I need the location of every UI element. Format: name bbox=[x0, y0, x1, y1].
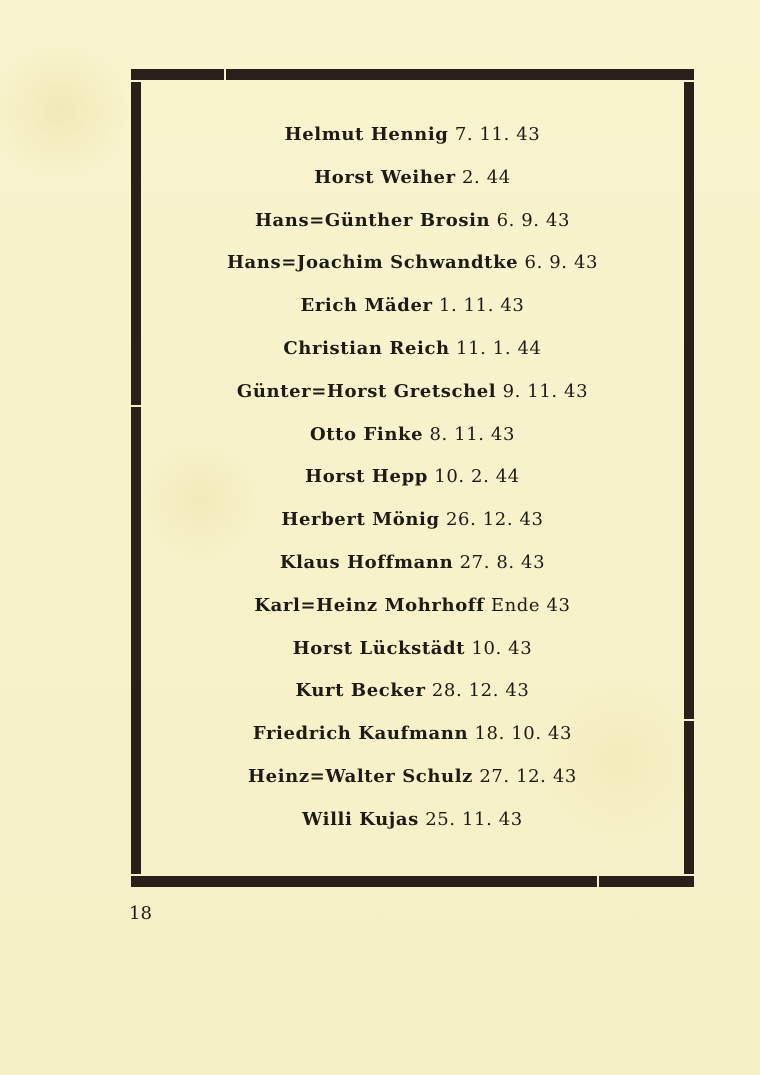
entry-date: 26. 12. 43 bbox=[446, 509, 544, 531]
entry-name: Hans=Joachim Schwandtke bbox=[226, 252, 519, 274]
entry-name: Christian Reich bbox=[283, 337, 450, 359]
name-entry bbox=[131, 585, 694, 628]
name-list bbox=[131, 114, 694, 842]
entry-date: 11. 1. 44 bbox=[456, 337, 542, 359]
entry-name: Klaus Hoffmann bbox=[279, 551, 454, 573]
entry-name: Willi Kujas bbox=[302, 808, 419, 830]
entry-date: 1. 11. 43 bbox=[438, 295, 525, 317]
entry-date: 9. 11. 43 bbox=[502, 380, 589, 402]
name-entry bbox=[131, 371, 694, 414]
entry-name: Horst Lückstädt bbox=[292, 637, 466, 659]
name-entry bbox=[131, 542, 694, 585]
entry-name: Günter=Horst Gretschel bbox=[236, 380, 497, 402]
entry-date: 6. 9. 43 bbox=[524, 252, 599, 274]
name-entry bbox=[131, 713, 694, 756]
entry-date: 10. 43 bbox=[471, 637, 533, 659]
frame-top-border bbox=[131, 69, 694, 80]
entry-date: 6. 9. 43 bbox=[496, 209, 571, 231]
entry-name: Heinz=Walter Schulz bbox=[248, 765, 473, 787]
name-entry bbox=[131, 242, 694, 285]
entry-date: 8. 11. 43 bbox=[429, 423, 516, 445]
entry-name: Herbert Mönig bbox=[281, 509, 440, 531]
entry-name: Hans=Günther Brosin bbox=[254, 209, 491, 231]
page-number: 18 bbox=[129, 903, 152, 924]
entry-name: Helmut Hennig bbox=[284, 124, 449, 145]
entry-date: 27. 12. 43 bbox=[479, 765, 577, 787]
entry-name: Horst Hepp bbox=[305, 466, 428, 488]
frame-bottom-border bbox=[131, 876, 694, 887]
entry-date: Ende 43 bbox=[490, 594, 571, 616]
entry-date: 18. 10. 43 bbox=[474, 723, 573, 745]
name-entry bbox=[131, 114, 694, 157]
entry-name: Kurt Becker bbox=[295, 680, 426, 702]
entry-name: Otto Finke bbox=[309, 423, 424, 445]
name-entry bbox=[131, 670, 694, 713]
name-entry bbox=[131, 628, 694, 671]
name-entry bbox=[131, 456, 694, 499]
frame-bottom-seam bbox=[597, 876, 599, 887]
entry-date: 27. 8. 43 bbox=[459, 551, 546, 573]
frame-top-seam bbox=[224, 69, 226, 80]
entry-name: Erich Mäder bbox=[300, 295, 433, 317]
name-entry bbox=[131, 499, 694, 542]
entry-name: Horst Weiher bbox=[314, 166, 456, 188]
name-entry bbox=[131, 157, 694, 200]
entry-name: Friedrich Kaufmann bbox=[252, 723, 469, 745]
entry-date: 7. 11. 43 bbox=[454, 124, 541, 145]
name-entry bbox=[131, 799, 694, 842]
name-entry bbox=[131, 414, 694, 457]
name-entry bbox=[131, 285, 694, 328]
name-entry bbox=[131, 328, 694, 371]
entry-name: Karl=Heinz Mohrhoff bbox=[254, 594, 485, 616]
name-entry bbox=[131, 756, 694, 799]
name-entry bbox=[131, 200, 694, 243]
entry-date: 28. 12. 43 bbox=[431, 680, 530, 702]
entry-date: 10. 2. 44 bbox=[434, 466, 520, 488]
entry-date: 2. 44 bbox=[462, 166, 511, 188]
entry-date: 25. 11. 43 bbox=[425, 808, 523, 830]
